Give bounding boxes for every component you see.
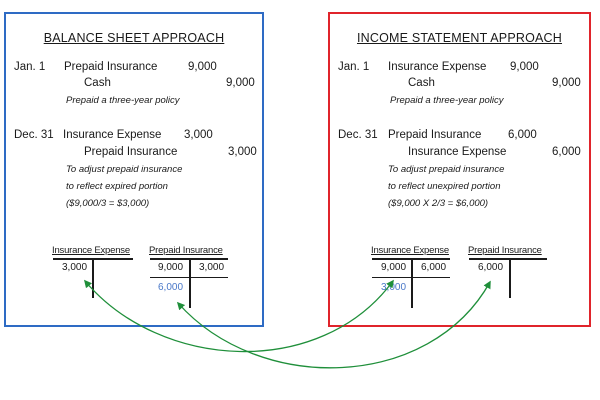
- bs-entry1-credit-amount: 9,000: [226, 77, 255, 89]
- balance-sheet-panel: [4, 12, 264, 327]
- is-entry2-date: Dec. 31: [338, 129, 378, 141]
- bs-entry1-credit-account: Cash: [84, 77, 111, 89]
- bs-entry2-note-2: to reflect expired portion: [66, 181, 168, 192]
- bs-entry2-date: Dec. 31: [14, 129, 54, 141]
- is-t-account-value: 9,000: [381, 262, 407, 273]
- income-statement-title: INCOME STATEMENT APPROACH: [356, 31, 563, 45]
- bs-entry1-debit-account: Prepaid Insurance: [64, 61, 158, 73]
- is-entry2-note-2: to reflect unexpired portion: [388, 181, 501, 192]
- is-t-account-title: Insurance Expense: [371, 245, 449, 256]
- is-entry2-credit-amount: 6,000: [552, 146, 581, 158]
- bs-t-account-title: Insurance Expense: [52, 245, 130, 256]
- balance-sheet-title: BALANCE SHEET APPROACH: [43, 31, 225, 45]
- bs-t-account-value: 3,000: [199, 262, 225, 273]
- bs-entry1-date: Jan. 1: [14, 61, 46, 73]
- bs-entry2-note-3: ($9,000/3 = $3,000): [66, 198, 150, 209]
- is-t-account-value: 6,000: [478, 262, 504, 273]
- is-entry1-credit-amount: 9,000: [552, 77, 581, 89]
- bs-t-account-value: 9,000: [158, 262, 184, 273]
- bs-entry2-debit-amount: 3,000: [184, 129, 213, 141]
- is-entry2-debit-amount: 6,000: [508, 129, 537, 141]
- is-entry1-date: Jan. 1: [338, 61, 370, 73]
- is-entry1-debit-account: Insurance Expense: [388, 61, 487, 73]
- is-entry2-note-1: To adjust prepaid insurance: [388, 164, 505, 175]
- bs-entry2-credit-amount: 3,000: [228, 146, 257, 158]
- bs-t-account-value: 3,000: [62, 262, 88, 273]
- is-entry2-debit-account: Prepaid Insurance: [388, 129, 482, 141]
- is-entry1-debit-amount: 9,000: [510, 61, 539, 73]
- is-entry1-note: Prepaid a three-year policy: [390, 95, 504, 106]
- is-t-account-value: 6,000: [421, 262, 447, 273]
- is-entry1-credit-account: Cash: [408, 77, 435, 89]
- is-t-account-balance: 3,000: [381, 282, 407, 293]
- bs-entry1-debit-amount: 9,000: [188, 61, 217, 73]
- is-t-account-title: Prepaid Insurance: [468, 245, 542, 256]
- is-entry2-credit-account: Insurance Expense: [408, 146, 507, 158]
- bs-entry1-note: Prepaid a three-year policy: [66, 95, 180, 106]
- bs-t-account-title: Prepaid Insurance: [149, 245, 223, 256]
- income-statement-panel: [328, 12, 591, 327]
- is-entry2-note-3: ($9,000 X 2/3 = $6,000): [388, 198, 489, 209]
- bs-entry2-debit-account: Insurance Expense: [63, 129, 162, 141]
- bs-entry2-note-1: To adjust prepaid insurance: [66, 164, 183, 175]
- bs-t-account-balance: 6,000: [158, 282, 184, 293]
- bs-entry2-credit-account: Prepaid Insurance: [84, 146, 178, 158]
